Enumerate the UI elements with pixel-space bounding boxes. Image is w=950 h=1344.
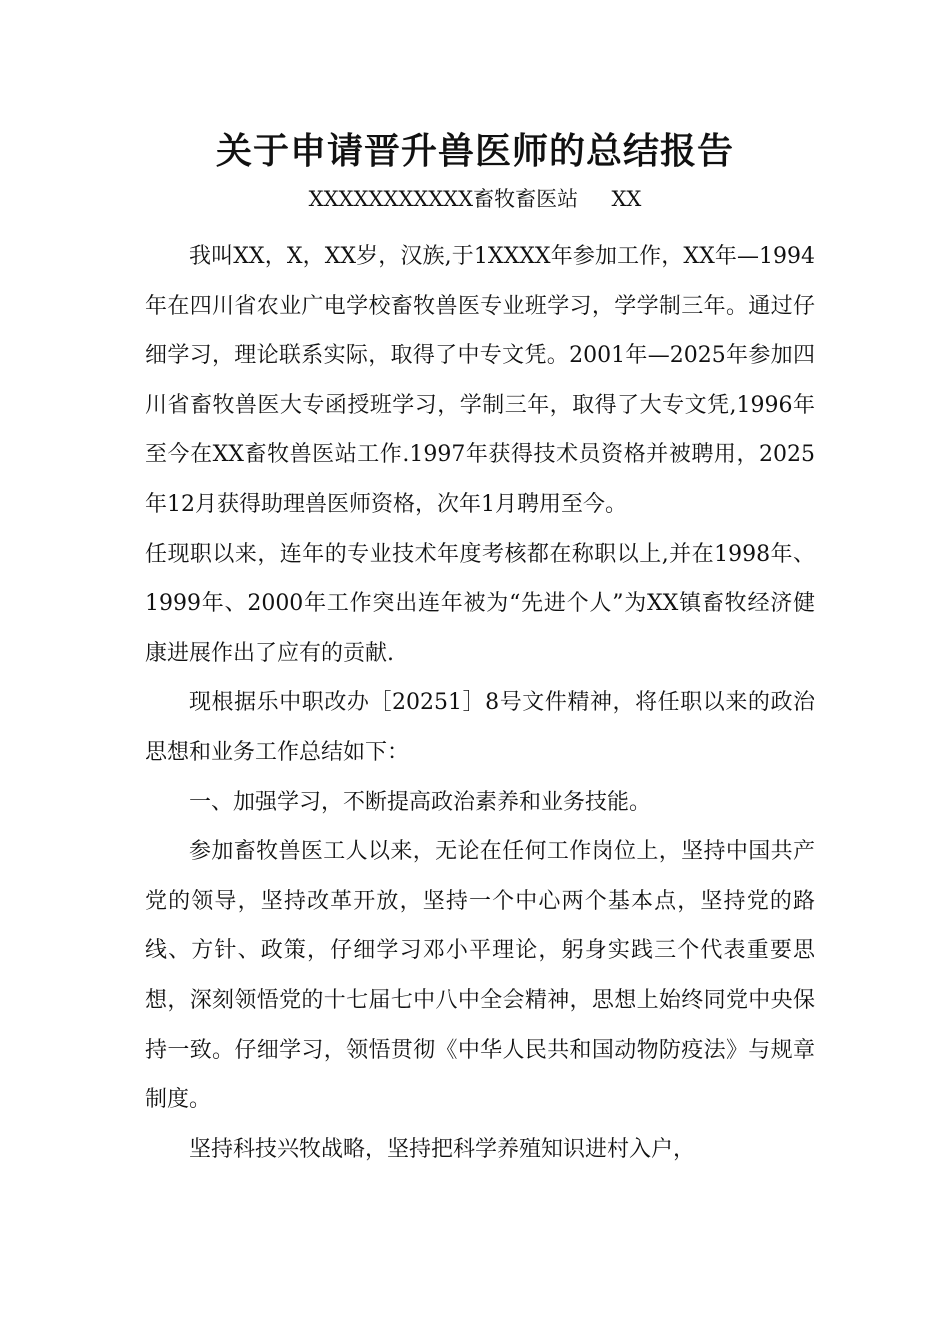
document-body: [145, 232, 815, 1174]
document-title: 关于申请晋升兽医师的总结报告: [215, 130, 734, 172]
section-heading-1: 一、加强学习，不断提高政治素养和业务技能。: [189, 789, 652, 815]
document-subtitle: XXXXXXXXXXX畜牧畜医站 XX: [308, 187, 642, 211]
paragraph-assessment: 任现职以来，连年的专业技术年度考核都在称职以上,并在1998年、1999年、2000年工作突出连年被为“先进个人”为XX镇畜牧经济健康进展作出了应有的贡献.: [145, 541, 815, 666]
paragraph-technology: 坚持科技兴牧战略，坚持把科学养殖知识进村入户，: [189, 1136, 696, 1162]
paragraph-personal-background: 我叫XX，X，XX岁，汉族,于1XXXX年参加工作，XX年—1994年在四川省农业广电学校畜牧兽医专业班学习，学学制三年。通过仔细学习，理论联系实际，取得了中专文凭。2001年—2025年参加四川省畜牧兽医大专函授班学习，学制三年，取得了大专文凭,1996年至今在XX畜牧兽医站工作.1997年获得技术员资格并被聘用，2025年12月获得助理兽医师资格，次年1月聘用至今。: [145, 244, 815, 517]
paragraph-basis: 现根据乐中职改办［20251］8号文件精神，将任职以来的政治思想和业务工作总结如下：: [145, 690, 815, 765]
paragraph-political-study: 参加畜牧兽医工人以来，无论在任何工作岗位上，坚持中国共产党的领导，坚持改革开放，坚持一个中心两个基本点，坚持党的路线、方针、政策，仔细学习邓小平理论，躬身实践三个代表重要思想，深刻领悟党的十七届七中八中全会精神，思想上始终同党中央保持一致。仔细学习，领悟贯彻《中华人民共和国动物防疫法》与规章制度。: [145, 839, 815, 1113]
